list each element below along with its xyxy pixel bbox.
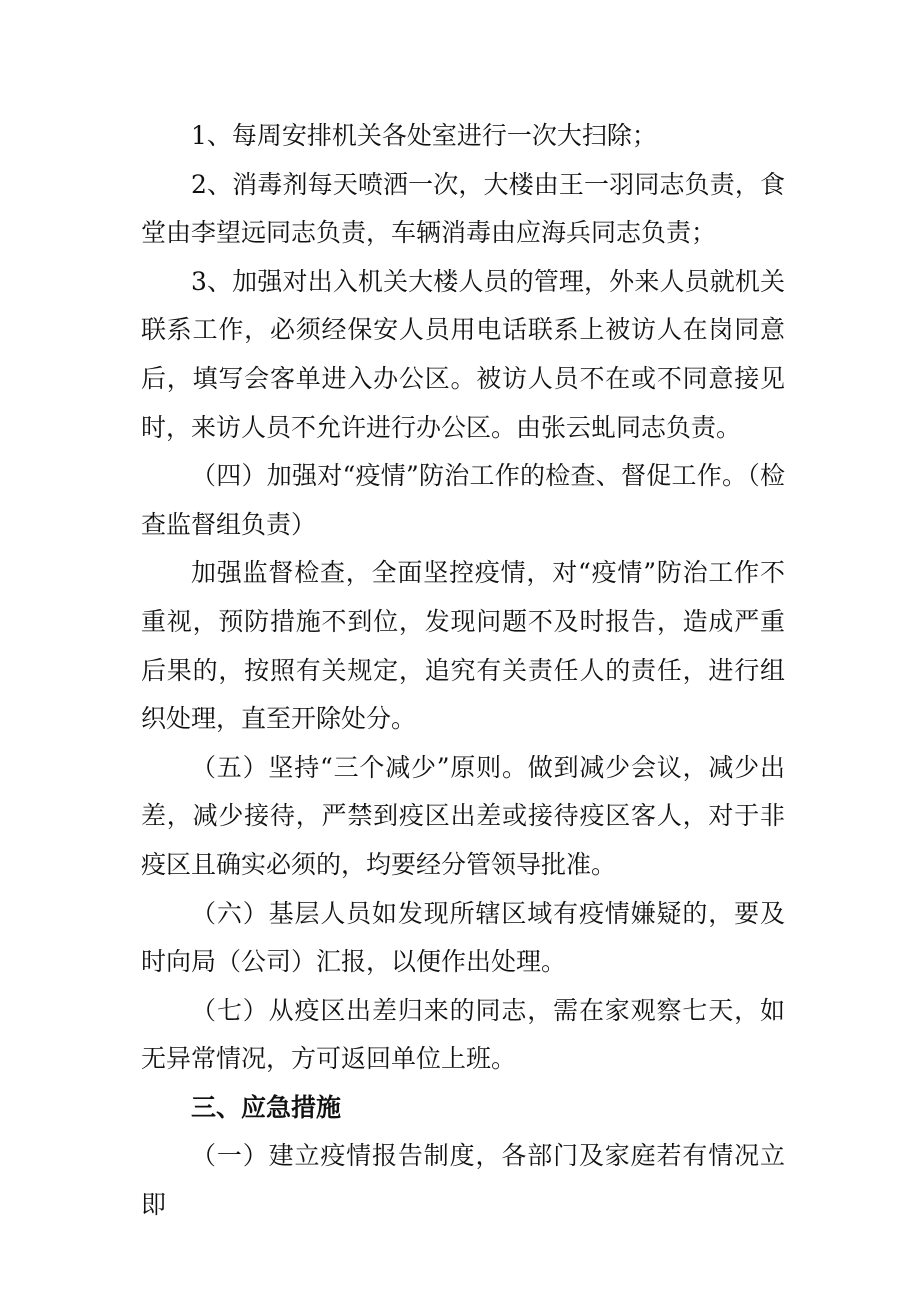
document-body [141,112,785,1230]
paragraph-emergency-1: （一）建立疫情报告制度，各部门及家庭若有情况立即 [141,1141,785,1220]
paragraph-section-7: （七）从疫区出差归来的同志，需在家观察七天，如无异常情况，方可返回单位上班。 [141,995,785,1074]
paragraph-supervision: 加强监督检查，全面坚控疫情，对“疫情”防治工作不重视，预防措施不到位，发现问题不及时报告，造成严重后果的，按照有关规定，追究有关责任人的责任，进行组织处理，直至开除处分。 [141,558,785,734]
paragraph-section-5: （五）坚持“三个减少”原则。做到减少会议，减少出差，减少接待，严禁到疫区出差或接待疫区客人，对于非疫区且确实必须的，均要经分管领导批准。 [141,752,785,879]
paragraph-disinfection: 2、消毒剂每天喷洒一次，大楼由王一羽同志负责，食堂由李望远同志负责，车辆消毒由应海兵同志负责； [141,169,785,248]
paragraph-section-6: （六）基层人员如发现所辖区域有疫情嫌疑的，要及时向局（公司）汇报，以便作出处理。 [141,898,785,977]
paragraph-section-4: （四）加强对“疫情”防治工作的检查、督促工作。（检查监督组负责） [141,461,785,539]
paragraph-cleaning: 1、每周安排机关各处室进行一次大扫除； [191,121,657,150]
section-heading-emergency-measures: 三、应急措施 [191,1092,342,1122]
paragraph-visitor-management: 3、加强对出入机关大楼人员的管理，外来人员就机关联系工作，必须经保安人员用电话联系上被访人在岗同意后，填写会客单进入办公区。被访人员不在或不同意接见时，来访人员不允许进行办公区。由张云虬同志负责。 [141,266,785,442]
